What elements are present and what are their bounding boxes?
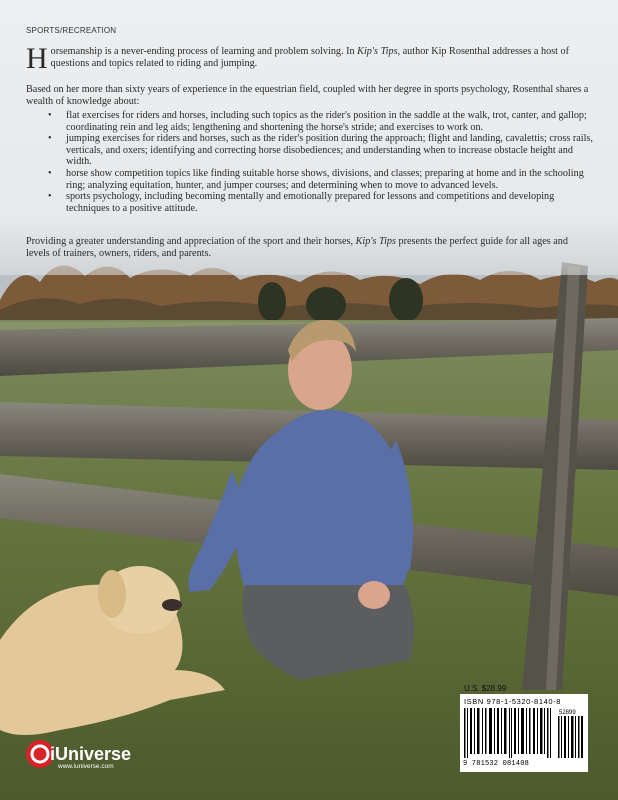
closing-book-title: Kip's Tips (355, 236, 396, 247)
drop-cap: H (26, 42, 48, 75)
isbn-label: ISBN 978-1-5320-8140-8 (464, 697, 562, 706)
topics-list (48, 110, 594, 214)
category-label: SPORTS/RECREATION (26, 26, 117, 35)
barcode-block (460, 694, 588, 772)
based-paragraph: Based on her more than sixty years of experience in the equestrian field, coupled with her degree in sports psychology, Rosenthal shares a wealth of knowledge about: (26, 84, 589, 107)
price-label: U.S. $28.99 (464, 684, 507, 693)
closing-paragraph (26, 236, 592, 260)
list-item: • flat exercises for riders and horses, including such topics as the rider's position in the saddle at the walk, trot, canter, and gallop; coordinating rein and leg aids; lengthening and shortening the horse's stride; and exercises to work on. (48, 110, 594, 133)
intro-text-1: orsemanship is a never-ending process of learning and problem solving. In (50, 46, 358, 57)
list-item: • sports psychology, including becoming mentally and emotionally prepared for lessons and competitions and developing techniques to a positive attitude. (48, 191, 594, 214)
barcode-icon (464, 708, 584, 758)
intro-book-title: Kip's Tips (357, 46, 398, 57)
intro-paragraph (26, 42, 592, 75)
addon-number: 52899 (559, 710, 576, 716)
barcode-number: 9 781532 081408 (463, 760, 530, 768)
publisher-url: www.iuniverse.com (58, 763, 114, 770)
closing-text-2: presents the perfect guide for all ages and levels of trainers, owners, riders, and parents. (26, 236, 568, 259)
publisher-name: iUniverse (50, 744, 132, 764)
intro-text-2: , author Kip Rosenthal addresses a host of questions and topics related to riding and jumping. (50, 46, 570, 69)
list-item: • horse show competition topics like finding suitable horse shows, divisions, and classes; preparing at home and in the schooling ring; analyzing equitation, hunter, and jumper courses; and determining when to move to advanced levels. (48, 168, 594, 191)
closing-text-1: Providing a greater understanding and appreciation of the sport and their horses, (26, 236, 356, 247)
list-item: • jumping exercises for riders and horses, such as the rider's position during the approach; flight and landing, cavalettis; cross rails, verticals, and oxers; identifying and correcting horse disobediences; and understanding when to increase obstacle height and width. (48, 133, 594, 168)
iuniverse-logo-icon (24, 736, 184, 776)
